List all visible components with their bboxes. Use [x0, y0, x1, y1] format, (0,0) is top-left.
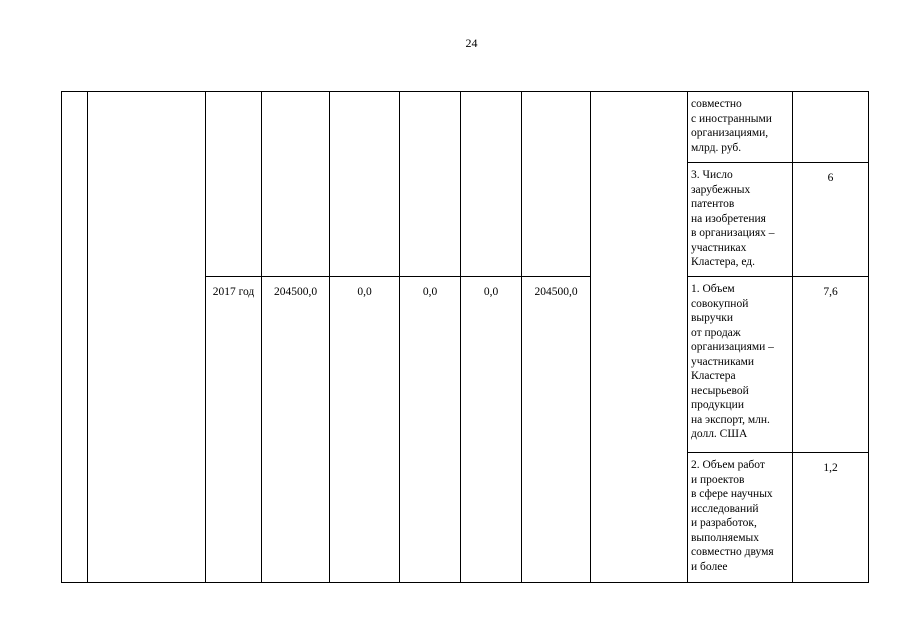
- table-row: [62, 92, 869, 163]
- executor-cell: [591, 92, 688, 583]
- extrabudgetary-cell: [522, 92, 591, 277]
- year-cell: 2017 год: [206, 277, 262, 583]
- federal-budget-cell: 0,0: [330, 277, 400, 583]
- indicator-cell: 2. Объем работ и проектов в сфере научных исследований и разработок, выполняемых совместно двумя и более: [688, 453, 793, 583]
- budget-table: [61, 91, 869, 583]
- indicator-cell: 3. Число зарубежных патентов на изобретения в организациях – участниках Кластера, ед.: [688, 163, 793, 277]
- total-cell: [262, 92, 330, 277]
- indicator-value-cell: 1,2: [793, 453, 869, 583]
- local-budget-cell: 0,0: [461, 277, 522, 583]
- extrabudgetary-cell: 204500,0: [522, 277, 591, 583]
- indicator-cell: совместно с иностранными организациями, млрд. руб.: [688, 92, 793, 163]
- year-cell: [206, 92, 262, 277]
- regional-budget-cell: [400, 92, 461, 277]
- regional-budget-cell: 0,0: [400, 277, 461, 583]
- page-number: 24: [465, 36, 478, 50]
- indicator-value-cell: 6: [793, 163, 869, 277]
- total-cell: 204500,0: [262, 277, 330, 583]
- row-number-cell: [62, 92, 88, 583]
- local-budget-cell: [461, 92, 522, 277]
- indicator-cell: 1. Объем совокупной выручки от продаж организациями – участниками Кластера несырьевой продукции на экспорт, млн. долл. США: [688, 277, 793, 453]
- indicator-value-cell: 7,6: [793, 277, 869, 453]
- federal-budget-cell: [330, 92, 400, 277]
- measure-name-cell: [88, 92, 206, 583]
- indicator-value-cell: [793, 92, 869, 163]
